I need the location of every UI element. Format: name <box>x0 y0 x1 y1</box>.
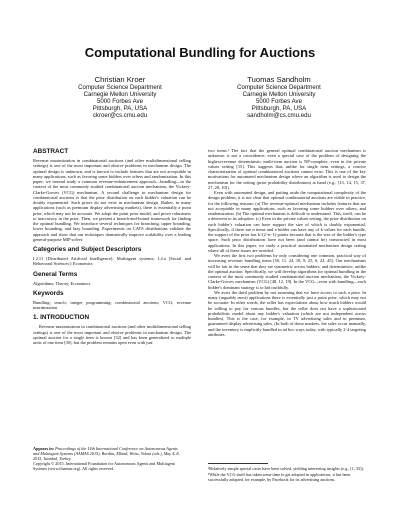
conference-notice <box>33 446 183 471</box>
author-name: Christian Kroer <box>94 75 146 84</box>
abstract-heading: ABSTRACT <box>33 148 69 155</box>
categories-heading: Categories and Subject Descriptors <box>33 246 142 253</box>
footnote-rule <box>208 463 268 464</box>
introduction-heading: 1. INTRODUCTION <box>33 314 90 322</box>
terms-text: Algorithms; Theory; Economics <box>33 280 91 286</box>
author-name: Tuomas Sandholm <box>247 75 311 84</box>
body-paragraph-4: We avert the third problem by not assuming that we have access to such a prior. In many (arguably most) applications there is essentially just a point prior, which may not be accurate. In other words, the seller has expectations about how much bidders would be willing to pay for various bundles, but the seller does not have a sophisticated probabilistic model about any bidder's valuation (which are not independent across bundles). This is the case, for example, in TV advertising sales and in premium, guaranteed display advertising sales. (In both of those markets, the sales occur manually, and the inventory is implicitly bundled in ad hoc ways today, with typically 2-4 targeting attributes. <box>208 289 366 337</box>
body-paragraph-3: We avert the first two problems by only considering one common, practical way of increasing revenue: bundling items [50, 11, 24, 18, 9, 25, 6, 22, 45]. Our mechanisms will be fair in the sense that they are symmetric across bidders, and deterministic, unlike the optimal auction. Specifically, we will develop algorithms for optimal bundling in the context of the most commonly studied combinatorial auction mechanism, the Vickrey-Clarke-Groves mechanism (VCG) [48, 12, 19]. In the VCG—even with bundling—each bidder's dominant strategy is to bid truthfully. <box>208 253 366 290</box>
paper-title: Computational Bundling for Auctions <box>84 45 316 60</box>
author-city: Pittsburgh, PA, USA <box>251 105 307 113</box>
author-university: Carnegie Mellon University <box>83 91 157 99</box>
author-department: Computer Science Department <box>237 84 321 91</box>
categories-text: I.2.11 [Distributed Artificial Intelligence]: Multiagent systems; J.4.a [Social and Behavioral Sciences]: Economics <box>33 256 191 267</box>
footnote-1: ¹Relatively simple special cases have been solved, yielding interesting insights (e.g., [1, 33]). <box>208 466 364 471</box>
author-email: sandholm@cs.cmu.edu <box>247 112 311 120</box>
keywords-text: Bundling; search; integer programming; combinatorial auctions; VCG; revenue maximization <box>33 299 191 310</box>
author-email: ckroer@cs.cmu.edu <box>92 112 148 120</box>
right-column <box>208 148 366 337</box>
appears-lead: Appears in: <box>33 446 55 451</box>
appears-proceedings: Proceedings of the 14th International Conference on Autonomous Agents and Multiagent Systems (AAMAS 2015), Bordini, Elkind, Weiss, Yolum (eds.), May 4–8, 2015, Istanbul, Turkey. <box>33 446 180 461</box>
body-paragraph-1: two items.¹ The fact that the general optimal combinatorial auction mechanism is unknown is not a coincidence: even a special case of the problem of designing the highest-revenue deterministic multi-item auction is NP-complete, even in the private values setting [15]. This suggests that, unlike for single item settings, a concise characterization of optimal combinatorial auctions cannot exist. This is one of the key motivations for automated mechanism design where an algorithm is used to design the mechanism for the setting (prior probability distribution) at hand (e.g., [13, 14, 15, 37, 27, 28, 10]). <box>208 148 366 190</box>
keywords-heading: Keywords <box>33 289 64 297</box>
terms-heading: General Terms <box>33 270 78 278</box>
introduction-text: Revenue maximization in combinatorial auctions (and other multidimensional selling settings) is one of the most important and elusive problems in mechanism design. The optimal auction for a single item is known [32] and has been generalized to multiple units of one item [30], but the problem remains open even with just <box>33 324 191 345</box>
author-address: 5000 Forbes Ave <box>256 98 302 106</box>
author-block-1 <box>45 75 195 119</box>
left-column <box>33 148 191 345</box>
author-department: Computer Science Department <box>78 84 162 91</box>
author-address: 5000 Forbes Ave <box>97 98 143 106</box>
abstract-text: Revenue maximization in combinatorial auctions (and other multidimensional selling settings) is one of the most important and elusive problems in mechanism design. The optimal design is unknown, and is known to include features that are not acceptable in many applications, such as favoring some bidders over others and randomization. In this paper, we instead study a common revenue-enhancement approach—bundling—in the context of the most commonly studied combinatorial auction mechanism, the Vickrey-Clarke-Groves (VCG) mechanism. A second challenge in mechanism design for combinatorial auctions is that the prior distribution on each bidder's valuation can be doubly exponential. Such priors do not exist in mechanism design. Rather, in many applications (such as premium display advertising markets), there is essentially a point prior, which may not be accurate. We adopt the point prior model, and prove robustness to inaccuracy in the prior. Then, we present a branch-and-bound framework for finding the optimal bundling. We introduce several techniques for branching, upper bounding, lower bounding, and lazy bounding. Experiments on CATS distributions validate the approach and show that our techniques dramatically improve scalability over a leading general-purpose MIP solver. <box>33 158 191 242</box>
copyright-notice: Copyright © 2015, International Foundation for Autonomous Agents and Multiagent Systems (www.ifaamas.org). All rights reserved. <box>33 461 175 471</box>
footnote-2: ²While the VCG itself has taken some time to get adopted in applications, it has been successfully adopted, for example, by Facebook for its advertising auctions. <box>208 472 351 482</box>
author-university: Carnegie Mellon University <box>242 91 316 99</box>
author-block-2 <box>204 75 354 119</box>
author-city: Pittsburgh, PA, USA <box>92 105 148 113</box>
body-paragraph-2: Even with automated design, and putting aside the computational complexity of the design problem, it is not clear that optimal combinatorial auctions are viable in practice, for the following reasons: (a) The revenue-optimal mechanism includes features that are not acceptable in many applications, such as favoring some bidders over others, and randomization. (b) The optimal mechanism is difficult to understand. This, itself, can be a deterrent to its adoption. (c) Even in the private values setting, the prior distribution on each bidder's valuation can have support the size of which is doubly exponential. Specifically, if there are n items and a bidder can have any of k values for each bundle, the support of the prior has k^(2^n−1) points because that is the size of the bidder's type space. Such prior distributions have not been (and cannot be) constructed in most applications. In this paper, we study a practical automated mechanism design setting where all of these issues are avoided. <box>208 190 366 253</box>
footnotes <box>208 463 366 483</box>
